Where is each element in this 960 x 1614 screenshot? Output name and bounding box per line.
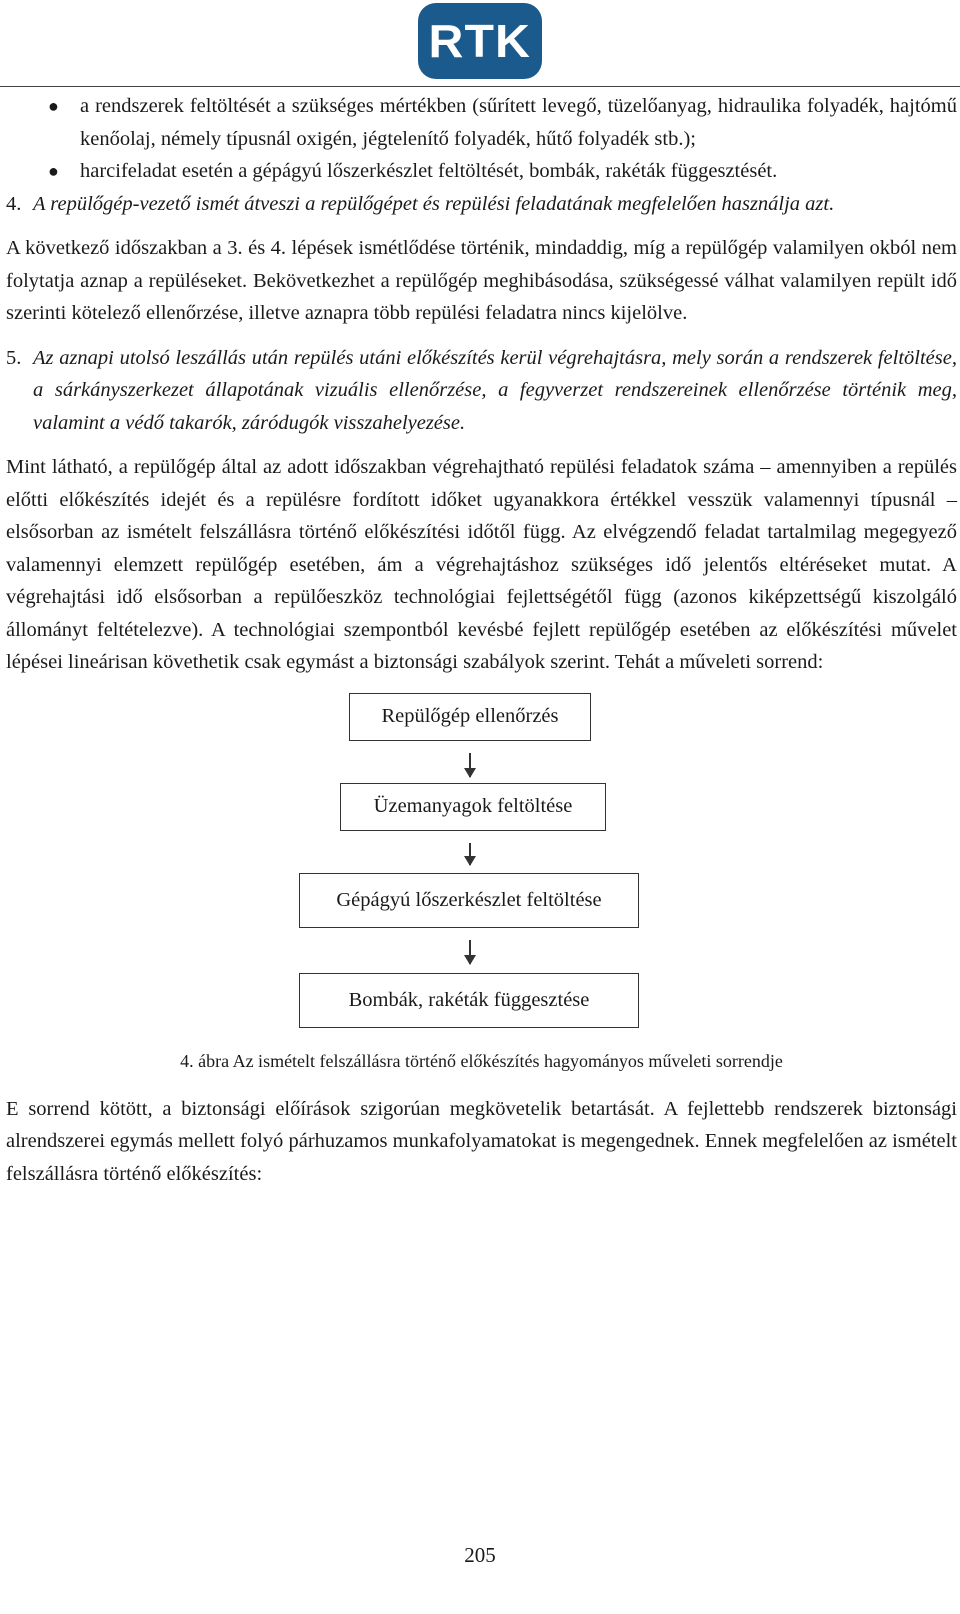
rtk-logo [418, 3, 542, 79]
step-5 [6, 342, 957, 440]
flow-box-bomb-mount: Bombák, rakéták függesztése [299, 973, 639, 1028]
paragraph: E sorrend kötött, a biztonsági előírások szigorúan megkövetelik betartását. A fejlettebb rendszerek biztonsági alrendszerei egymás mellett folyó párhuzamos munkafolyamatokat is megengednek. Ennek megfelelően az ismételt felszállásra történő előkészítés: [6, 1097, 957, 1185]
bullet-icon: ● [48, 161, 59, 181]
step-number: 5. [6, 346, 22, 369]
arrow-down-icon [469, 753, 471, 777]
bullet-icon: ● [48, 96, 59, 116]
arrow-down-icon [469, 843, 471, 865]
figure-caption: 4. ábra Az ismételt felszállásra történő előkészítés hagyományos műveleti sorrendje [180, 1050, 783, 1071]
header-rule [0, 86, 960, 87]
flow-box-aircraft-check: Repülőgép ellenőrzés [349, 693, 591, 741]
bullet-list [6, 90, 957, 188]
bullet-text: harcifeladat esetén a gépágyú lőszerkészlet feltöltését, bombák, rakéták függesztését. [80, 160, 778, 182]
step-number: 4. [6, 192, 22, 215]
logo-text: RTK [428, 15, 532, 67]
arrow-down-icon [469, 940, 471, 964]
bullet-item [6, 155, 957, 188]
flow-box-ammo-fill: Gépágyú lőszerkészlet feltöltése [299, 873, 639, 928]
paragraph: A következő időszakban a 3. és 4. lépések ismétlődése történik, mindaddig, míg a repülőgép valamilyen okból nem folytatja aznap a repüléseket. Bekövetkezhet a repülőgép meghibásodása, szükségessé válhat valamilyen repült idő szerinti kötelező ellenőrzése, illetve aznapra több repülési feladatra nincs kijelölve. [6, 237, 957, 324]
paragraph: Mint látható, a repülőgép által az adott időszakban végrehajtható repülési feladatok száma – amennyiben a repülés előtti előkészítés idejét és a repülésre fordított időket ugyanakkora értékkel vesszük valamennyi típusnál – elsősorban az ismételt felszállásra történő előkészítési időtől függ. Az elvégzendő feladat tartalmilag megegyező valamennyi elemzett repülőgép esetében, ám a végrehajtáshoz szükséges idő jelentős eltéréseket mutat. A végrehajtási idő elsősorban a repülőeszköz technológiai fejlettségétől függ (azonos kiképzettségű kiszolgáló állományt feltételezve). A technológiai szempontból kevésbé fejlett repülőgép esetében az előkészítési művelet lépései lineárisan követhetik csak egymást a biztonsági szabályok szerint. Tehát a műveleti sorrend: [6, 456, 957, 673]
bullet-text: a rendszerek feltöltését a szükséges mértékben (sűrített levegő, tüzelőanyag, hidraulika folyadék, hajtómű kenőolaj, némely típusnál oxigén, jégtelenítő folyadék, hűtő folyadék stb.); [80, 95, 957, 150]
flow-box-fuel-fill: Üzemanyagok feltöltése [340, 783, 606, 831]
flow-diagram [6, 693, 957, 1043]
step-4 [6, 188, 957, 221]
page-number: 205 [464, 1543, 496, 1567]
step-text: Az aznapi utolsó leszállás után repülés utáni előkészítés kerül végrehajtásra, mely során a rendszerek feltöltése, a sárkányszerkezet állapotának vizuális ellenőrzése, a fegyverzet rendszereinek ellenőrzése történik meg, valamint a védő takarók, záródugók visszahelyezése. [33, 346, 957, 434]
bullet-item [6, 90, 957, 155]
step-text: A repülőgép-vezető ismét átveszi a repülőgépet és repülési feladatának megfelelően használja azt. [33, 192, 835, 215]
page-content [6, 90, 957, 1190]
